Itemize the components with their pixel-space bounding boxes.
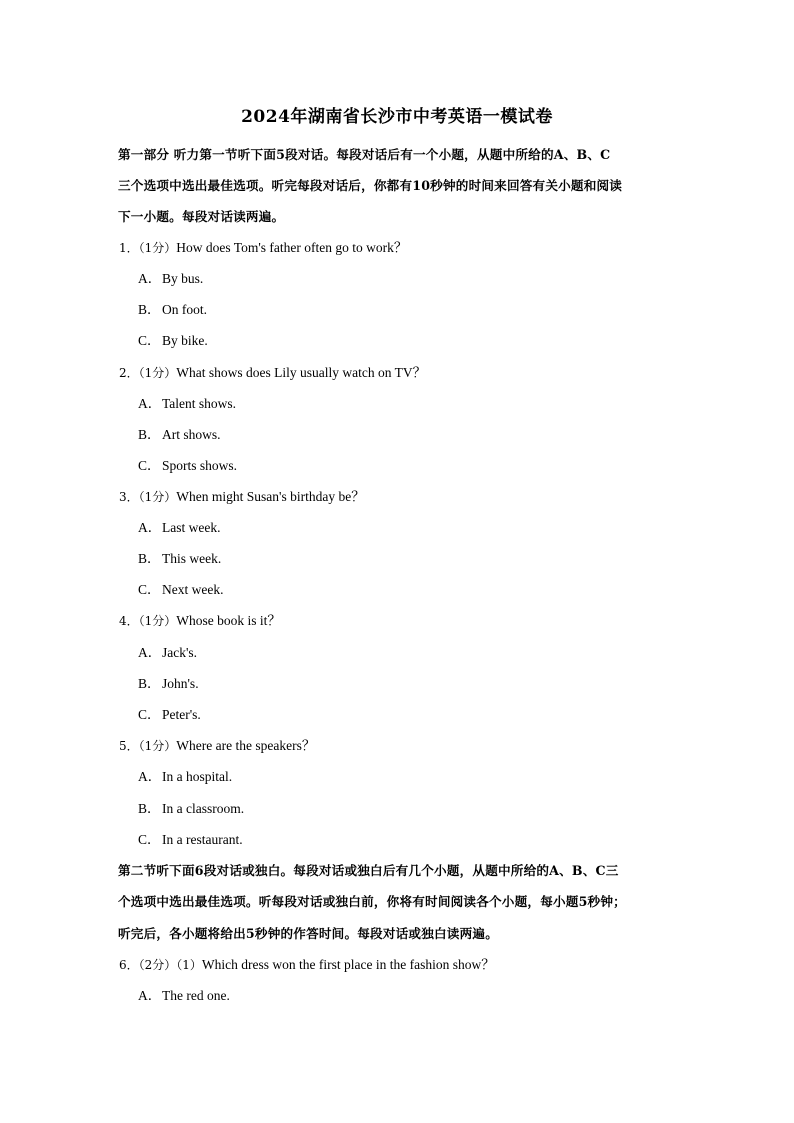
- option-text: The red one.: [162, 988, 230, 1003]
- answer-option: [138, 767, 232, 787]
- question-stem: [119, 736, 315, 756]
- section-instruction-line: 第二节听下面6段对话或独白。每段对话或独白后有几个小题，从题中所给的A、B、C三: [118, 863, 619, 878]
- question-number: 1．（1分）: [119, 241, 177, 255]
- section-instruction-line: 第一部分 听力第一节听下面5段对话。每段对话后有一个小题，从题中所给的A、B、C: [118, 147, 611, 162]
- question-text: How does Tom's father often go to work？: [176, 240, 408, 255]
- section-instruction-line: 下一小题。每段对话读两遍。: [118, 209, 285, 224]
- section-instruction-line: 听完后，各小题将给出5秒钟的作答时间。每段对话或独白读两遍。: [118, 926, 498, 941]
- option-text: This week.: [162, 551, 222, 566]
- question-number: 3．（1分）: [119, 490, 177, 504]
- option-text: On foot.: [162, 302, 207, 317]
- question-stem: [119, 487, 365, 507]
- answer-option: [138, 830, 243, 850]
- option-text: Talent shows.: [162, 396, 237, 411]
- option-letter: B．: [138, 427, 161, 442]
- question-number: 2．（1分）: [119, 366, 177, 380]
- answer-option: [138, 705, 201, 725]
- answer-option: [138, 580, 223, 600]
- answer-option: [138, 643, 197, 663]
- page-title: 2024年湖南省长沙市中考英语一模试卷: [241, 107, 553, 127]
- option-letter: C．: [138, 333, 161, 348]
- option-text: By bus.: [162, 271, 204, 286]
- option-text: By bike.: [162, 333, 208, 348]
- option-text: Last week.: [162, 520, 221, 535]
- answer-option: [138, 331, 208, 351]
- option-text: Sports shows.: [162, 458, 238, 473]
- question-text: What shows does Lily usually watch on TV？: [176, 365, 427, 380]
- option-text: In a hospital.: [162, 769, 233, 784]
- section-instruction-line: 个选项中选出最佳选项。听每段对话或独白前，你将有时间阅读各个小题，每小题5秒钟；: [118, 894, 626, 909]
- option-letter: C．: [138, 458, 161, 473]
- option-letter: A．: [138, 271, 162, 286]
- answer-option: [138, 300, 207, 320]
- answer-option: [138, 549, 221, 569]
- answer-option: [138, 674, 199, 694]
- question-text: Where are the speakers？: [176, 738, 316, 753]
- option-text: John's.: [162, 676, 199, 691]
- answer-option: [138, 518, 220, 538]
- answer-option: [138, 394, 236, 414]
- answer-option: [138, 425, 221, 445]
- question-number: 6．（2分）（1）: [119, 958, 202, 972]
- answer-option: [138, 986, 230, 1006]
- answer-option: [138, 269, 203, 289]
- option-letter: C．: [138, 707, 161, 722]
- option-letter: A．: [138, 396, 162, 411]
- option-letter: C．: [138, 832, 161, 847]
- option-letter: A．: [138, 769, 162, 784]
- answer-option: [138, 799, 244, 819]
- option-letter: B．: [138, 302, 161, 317]
- question-number: 5．（1分）: [119, 739, 177, 753]
- option-text: In a restaurant.: [162, 832, 243, 847]
- option-text: Art shows.: [162, 427, 221, 442]
- answer-option: [138, 456, 237, 476]
- question-number: 4．（1分）: [119, 614, 177, 628]
- question-stem: [119, 363, 426, 383]
- option-text: Next week.: [162, 582, 224, 597]
- question-text: Which dress won the first place in the fashion show？: [201, 957, 495, 972]
- option-letter: A．: [138, 988, 162, 1003]
- option-text: Jack's.: [162, 645, 198, 660]
- section-instruction-line: 三个选项中选出最佳选项。听完每段对话后，你都有10秒钟的时间来回答有关小题和阅读: [118, 178, 623, 193]
- option-letter: C．: [138, 582, 161, 597]
- option-letter: B．: [138, 676, 161, 691]
- question-stem: [119, 238, 407, 258]
- question-text: Whose book is it？: [176, 613, 281, 628]
- option-letter: A．: [138, 645, 162, 660]
- question-text: When might Susan's birthday be？: [176, 489, 365, 504]
- option-letter: A．: [138, 520, 162, 535]
- option-letter: B．: [138, 551, 161, 566]
- option-text: In a classroom.: [162, 801, 245, 816]
- question-stem: [119, 611, 281, 631]
- option-letter: B．: [138, 801, 161, 816]
- question-stem: [119, 955, 495, 975]
- option-text: Peter's.: [162, 707, 201, 722]
